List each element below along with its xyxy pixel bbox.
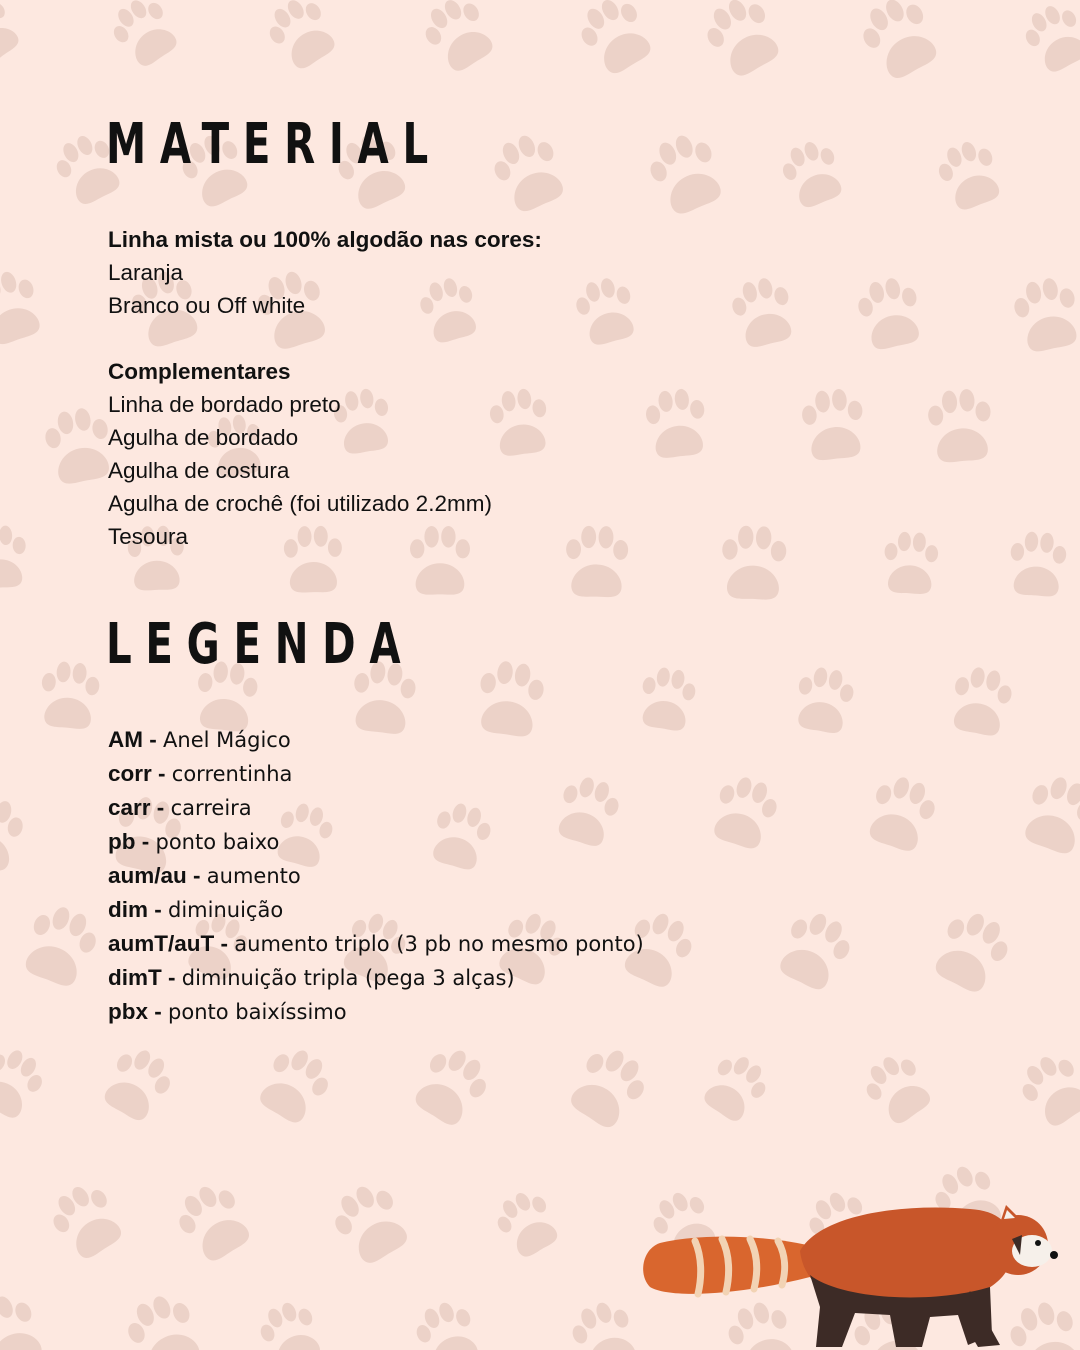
complement-item: Agulha de bordado [108,425,299,450]
legend-abbr: pbx - [108,999,162,1024]
legend-abbr: carr - [108,795,165,820]
yarn-heading: Linha mista ou 100% algodão nas cores: [108,227,542,252]
legend-item [108,893,644,927]
complement-item: Agulha de costura [108,458,290,483]
legend-abbr: aumT/auT - [108,931,229,956]
legend-abbr: dimT - [108,965,176,990]
legend-desc: ponto baixo [155,830,280,854]
legend-desc: ponto baixíssimo [168,1000,347,1024]
legend-desc: carreira [170,796,252,820]
complement-item: Linha de bordado preto [108,392,341,417]
yarn-section [108,223,542,322]
legend-list [108,723,644,1029]
legend-item [108,927,644,961]
legend-abbr: corr - [108,761,166,786]
legend-desc: aumento triplo (3 pb no mesmo ponto) [234,932,644,956]
complementares-section [108,355,492,553]
yarn-color-item: Branco ou Off white [108,293,306,318]
legend-abbr: pb - [108,829,150,854]
complement-item: Agulha de crochê (foi utilizado 2.2mm) [108,491,492,516]
legend-item [108,723,644,757]
legend-item [108,757,644,791]
legend-item [108,961,644,995]
red-panda-icon [640,1195,1070,1350]
legend-item [108,825,644,859]
material-title: MATERIAL [106,112,442,177]
legend-desc: diminuição [168,898,284,922]
complementares-heading: Complementares [108,359,291,384]
yarn-color-item: Laranja [108,260,184,285]
legend-desc: aumento [206,864,301,888]
legend-abbr: aum/au - [108,863,201,888]
legend-item [108,791,644,825]
legend-abbr: dim - [108,897,162,922]
legend-desc: Anel Mágico [163,728,291,752]
legend-item [108,859,644,893]
legend-item [108,995,644,1029]
complement-item: Tesoura [108,524,189,549]
legend-desc: correntinha [171,762,293,786]
legend-abbr: AM - [108,727,157,752]
legend-desc: diminuição tripla (pega 3 alças) [181,966,515,990]
legenda-title: LEGENDA [106,612,415,677]
